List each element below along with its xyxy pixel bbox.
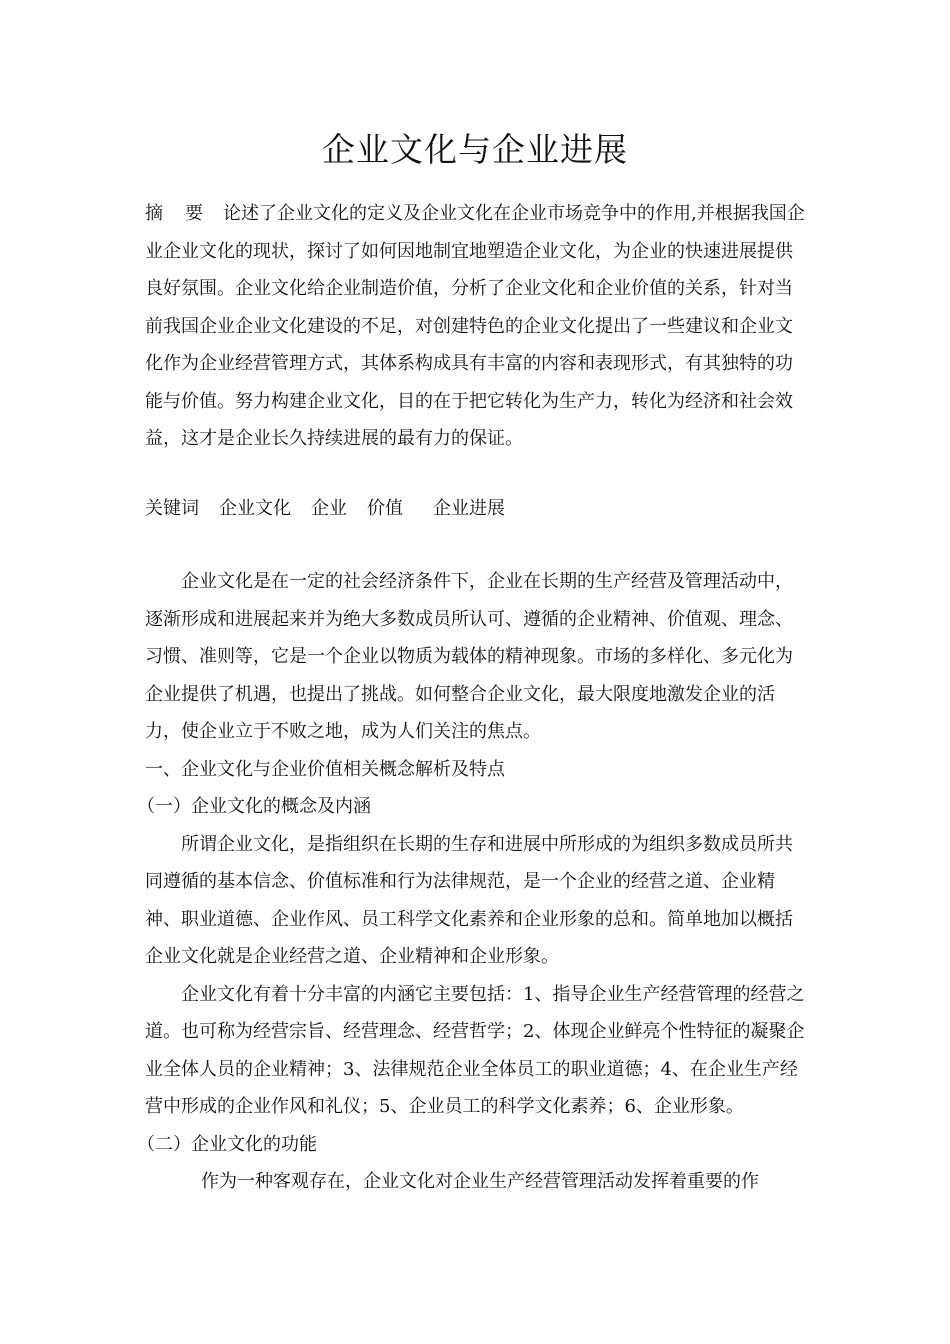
body-text [137, 563, 809, 1201]
keyword-item: 企业 [311, 498, 347, 519]
keywords-label: 关键词 [145, 498, 199, 519]
abstract-label-2: 要 [185, 203, 203, 224]
subsection-heading: （一）企业文化的概念及内涵 [137, 796, 371, 817]
keyword-item: 企业进展 [433, 498, 505, 519]
abstract-text: 论述了企业文化的定义及企业文化在企业市场竞争中的作用,并根据我国企业企业文化的现状，探讨了如何因地制宜地塑造企业文化，为企业的快速进展提供良好氛围。企业文化给企业制造价值，分析了企业文化和企业价值的关系，针对当前我国企业企业文化建设的不足，对创建特色的企业文化提出了一些建议和企业文化作为企业经营管理方式，其体系构成具有丰富的内容和表现形式，有其独特的功能与价值。努力构建企业文化，目的在于把它转化为生产力，转化为经济和社会效益，这才是企业长久持续进展的最有力的保证。 [145, 203, 805, 449]
abstract [145, 195, 809, 458]
keyword-item: 企业文化 [219, 498, 291, 519]
keyword-item: 价值 [367, 498, 403, 519]
function-paragraph: 作为一种客观存在，企业文化对企业生产经营管理活动发挥着重要的作 [201, 1171, 759, 1192]
keywords [145, 490, 809, 528]
connotation-paragraph: 企业文化有着十分丰富的内涵它主要包括：1、指导企业生产经营管理的经营之道。也可称为经营宗旨、经营理念、经营哲学；2、体现企业鲜亮个性特征的凝聚企业全体人员的企业精神；3、法律规范企业全体员工的职业道德；4、在企业生产经营中形成的企业作风和礼仪；5、企业员工的科学文化素养；6、企业形象。 [145, 983, 805, 1117]
abstract-label-1: 摘 [145, 203, 163, 224]
document-title: 企业文化与企业进展 [322, 130, 628, 169]
intro-paragraph: 企业文化是在一定的社会经济条件下，企业在长期的生产经营及管理活动中，逐渐形成和进展起来并为绝大多数成员所认可、遵循的企业精神、价值观、理念、习惯、准则等，它是一个企业以物质为载体的精神现象。市场的多样化、多元化为企业提供了机遇，也提出了挑战。如何整合企业文化，最大限度地激发企业的活力，使企业立于不败之地，成为人们关注的焦点。 [145, 571, 793, 742]
subsection-heading: （二）企业文化的功能 [137, 1133, 317, 1155]
definition-paragraph: 所谓企业文化，是指组织在长期的生存和进展中所形成的为组织多数成员所共同遵循的基本信念、价值标准和行为法律规范，是一个企业的经营之道、企业精神、职业道德、企业作风、员工科学文化素养和企业形象的总和。简单地加以概括企业文化就是企业经营之道、企业精神和企业形象。 [145, 833, 793, 967]
section-heading: 一、企业文化与企业价值相关概念解析及特点 [145, 758, 505, 780]
